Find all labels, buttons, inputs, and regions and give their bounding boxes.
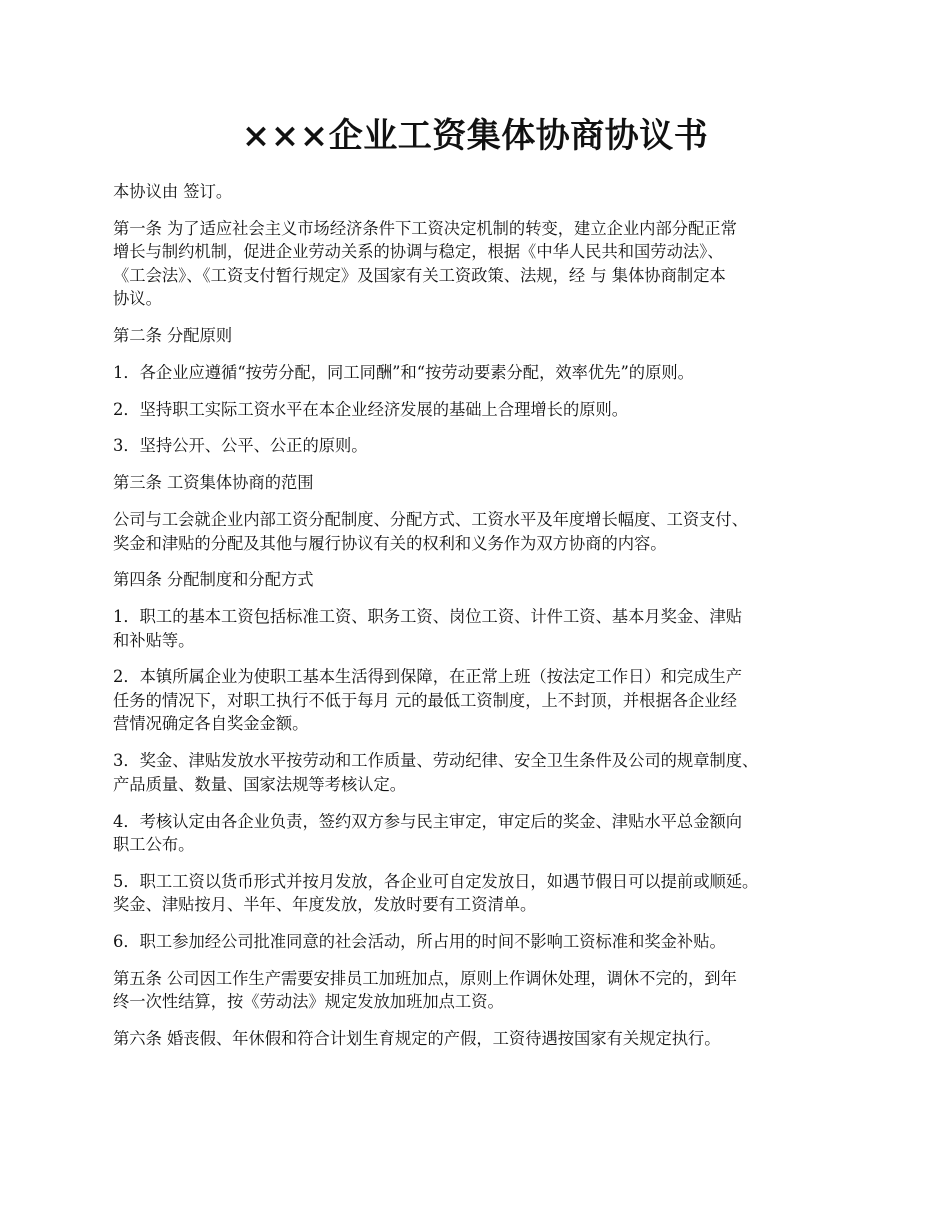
paragraph-article-4-item-2: 2．本镇所属企业为使职工基本生活得到保障，在正常上班（按法定工作日）和完成生产 任务的情况下，对职工执行不低于每月 元的最低工资制度，上不封顶，并根据各企业经 营情况确定各自奖金金额。	[113, 667, 743, 734]
document-title: ×××企业工资集体协商协议书	[241, 116, 709, 156]
paragraph-article-4-item-1: 1．职工的基本工资包括标准工资、职务工资、岗位工资、计件工资、基本月奖金、津贴 和补贴等。	[113, 607, 743, 650]
paragraph-article-4-item-3: 3．奖金、津贴发放水平按劳动和工作质量、劳动纪律、安全卫生条件及公司的规章制度、 产品质量、数量、国家法规等考核认定。	[113, 751, 759, 794]
paragraph-article-2-item-2: 2．坚持职工实际工资水平在本企业经济发展的基础上合理增长的原则。	[113, 399, 629, 419]
paragraph-article-1: 第一条 为了适应社会主义市场经济条件下工资决定机制的转变，建立企业内部分配正常 增长与制约机制，促进企业劳动关系的协调与稳定，根据《中华人民共和国劳动法》、 《工会法》、《工资支付暂行规定》及国家有关工资政策、法规，经 与 集体协商制定本 协议。	[113, 218, 737, 309]
paragraph-article-4-heading: 第四条 分配制度和分配方式	[113, 570, 314, 590]
paragraph-intro: 本协议由 签订。	[113, 182, 233, 201]
paragraph-article-2-heading: 第二条 分配原则	[113, 326, 233, 346]
document-body	[113, 180, 841, 1064]
paragraph-article-2-item-1: 1．各企业应遵循“按劳分配，同工同酬”和“按劳动要素分配，效率优先”的原则。	[113, 362, 694, 382]
paragraph-article-5: 第五条 公司因工作生产需要安排员工加班加点，原则上作调休处理，调休不完的，到年 终一次性结算，按《劳动法》规定发放加班加点工资。	[113, 968, 737, 1012]
paragraph-article-3-heading: 第三条 工资集体协商的范围	[113, 473, 314, 493]
paragraph-article-3-body: 公司与工会就企业内部工资分配制度、分配方式、工资水平及年度增长幅度、工资支付、 奖金和津贴的分配及其他与履行协议有关的权利和义务作为双方协商的内容。	[113, 510, 748, 553]
paragraph-article-4-item-6: 6．职工参加经公司批准同意的社会活动，所占用的时间不影响工资标准和奖金补贴。	[113, 932, 726, 952]
paragraph-article-6: 第六条 婚丧假、年休假和符合计划生育规定的产假，工资待遇按国家有关规定执行。	[113, 1029, 721, 1049]
paragraph-article-4-item-5: 5．职工工资以货币形式并按月发放，各企业可自定发放日，如遇节假日可以提前或顺延。 奖金、津贴按月、半年、年度发放，发放时要有工资清单。	[113, 871, 759, 915]
paragraph-article-2-item-3: 3．坚持公开、公平、公正的原则。	[113, 436, 368, 456]
paragraph-article-4-item-4: 4．考核认定由各企业负责，签约双方参与民主审定，审定后的奖金、津贴水平总金额向 职工公布。	[113, 811, 743, 855]
